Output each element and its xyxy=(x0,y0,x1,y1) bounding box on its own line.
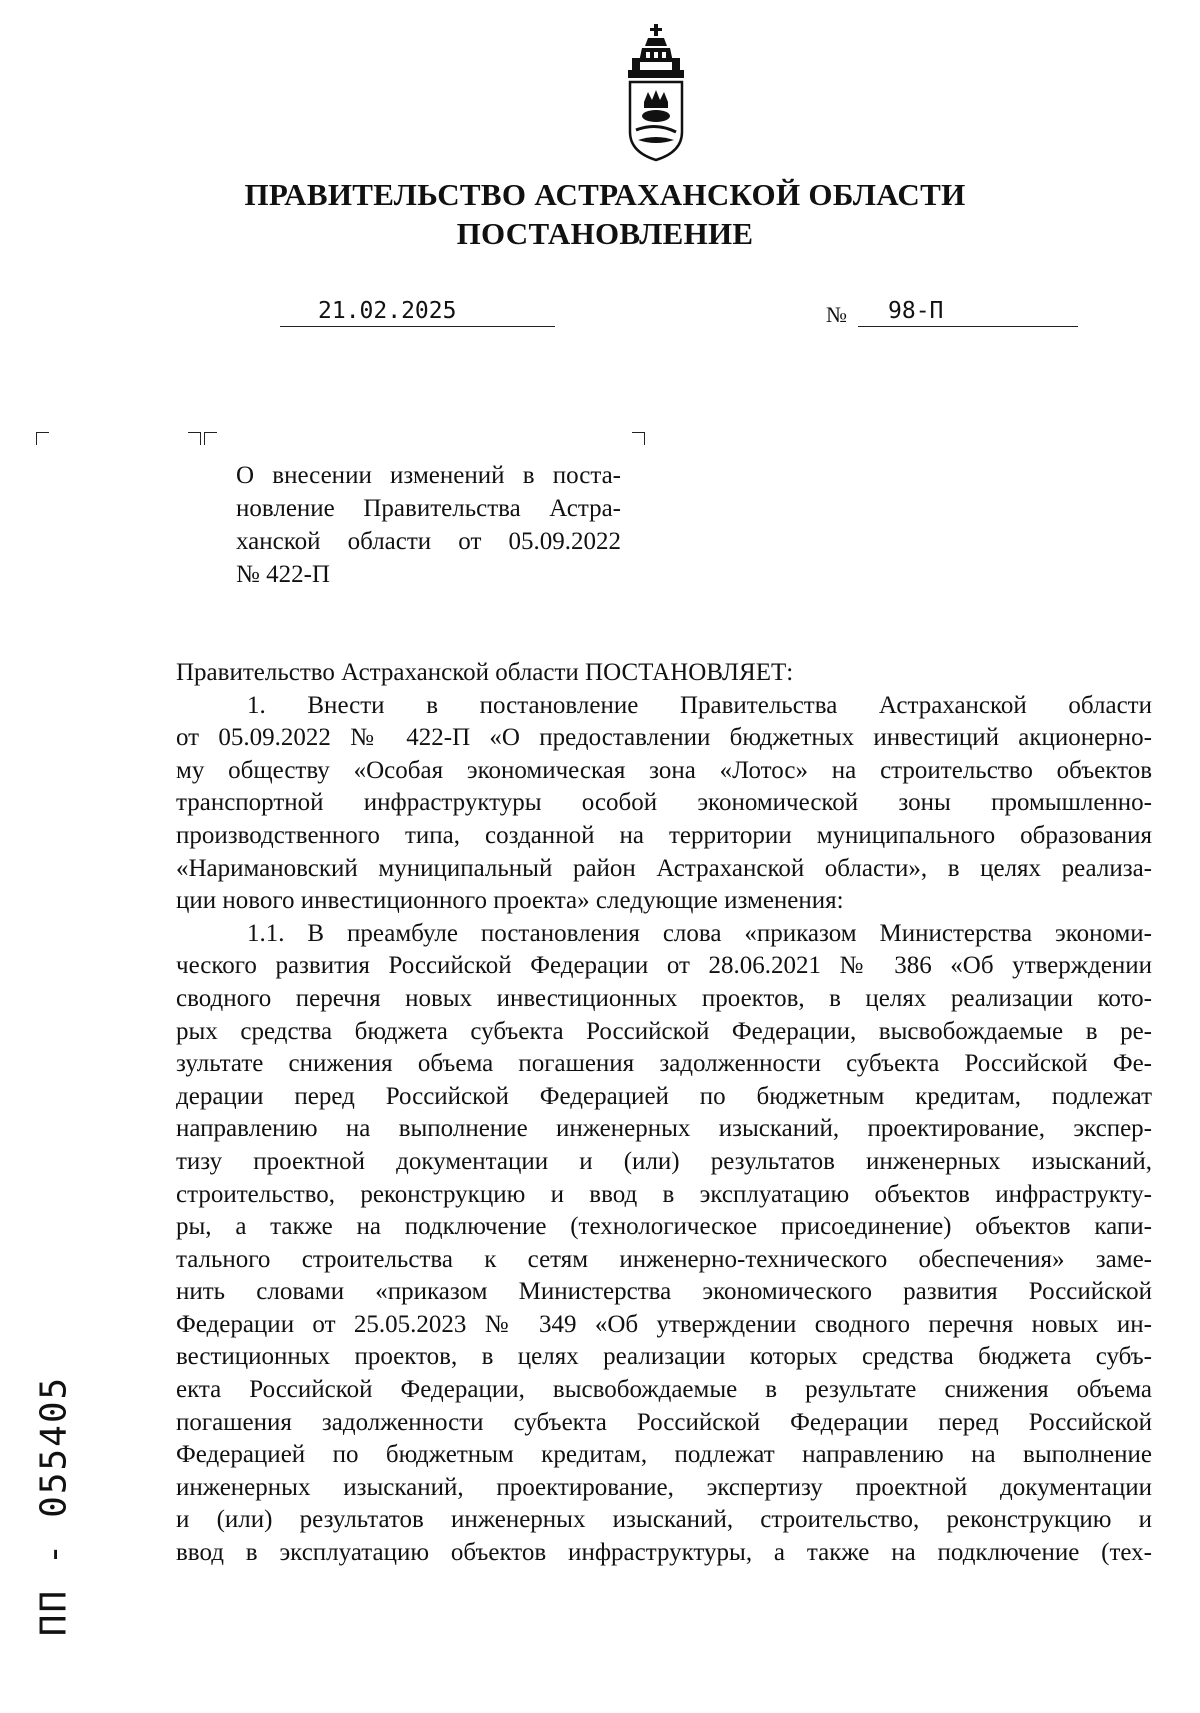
government-title: ПРАВИТЕЛЬСТВО АСТРАХАНСКОЙ ОБЛАСТИ xyxy=(244,177,966,212)
document-number-field xyxy=(858,296,1078,327)
body-line: направлению на выполнение инженерных изысканий, проектирование, экспер- xyxy=(176,1115,1152,1143)
body-line: екта Российской Федерации, высвобождаемые в результате снижения объема xyxy=(176,1376,1152,1404)
body-line: 1.1. В преамбуле постановления слова «приказом Министерства экономи- xyxy=(247,919,1152,947)
form-serial-number xyxy=(34,1376,74,1636)
document-subject xyxy=(236,459,621,591)
body-line: му обществу «Особая экономическая зона «Лотос» на строительство объектов xyxy=(176,756,1152,784)
number-label: № xyxy=(826,302,847,327)
body-line: от 05.09.2022 № 422-П «О предоставлении бюджетных инвестиций акционерно- xyxy=(176,724,1152,752)
body-line: тального строительства к сетям инженерно-технического обеспечения» заме- xyxy=(176,1245,1152,1273)
body-line: ввод в эксплуатацию объектов инфраструктуры, а также на подключение (тех- xyxy=(176,1539,1152,1567)
body-line: «Наримановский муниципальный район Астраханской области», в целях реализа- xyxy=(176,854,1152,882)
body-line: 1. Внести в постановление Правительства Астраханской области xyxy=(247,691,1152,719)
body-line: нить словами «приказом Министерства экономического развития Российской xyxy=(176,1278,1152,1306)
subject-line: О внесении изменений в поста- xyxy=(236,462,621,489)
corner-bracket-left-end xyxy=(188,432,201,445)
form-serial-number-text: ПП - 055405 xyxy=(33,1375,75,1637)
body-line: Федерацией по бюджетным кредитам, подлежат направлению на выполнение xyxy=(176,1441,1152,1469)
body-line: и (или) результатов инженерных изысканий, строительство, реконструкцию и xyxy=(176,1506,1152,1534)
body-line: дерации перед Российской Федерацией по бюджетным кредитам, подлежат xyxy=(176,1082,1152,1110)
body-line: Федерации от 25.05.2023 № 349 «Об утверждении сводного перечня новых ин- xyxy=(176,1310,1152,1338)
body-line: транспортной инфраструктуры особой экономической зоны промышленно- xyxy=(176,789,1152,817)
body-line: инженерных изысканий, проектирование, экспертизу проектной документации xyxy=(176,1473,1152,1501)
body-line: ческого развития Российской Федерации от 28.06.2021 № 386 «Об утверждении xyxy=(176,952,1152,980)
body-line: ры, а также на подключение (технологическое присоединение) объектов капи- xyxy=(176,1213,1152,1241)
document-date-field xyxy=(280,296,555,327)
body-line: ции нового инвестиционного проекта» следующие изменения: xyxy=(176,887,844,915)
corner-bracket-left-start xyxy=(204,432,217,445)
astrakhan-coat-of-arms-icon xyxy=(618,22,694,162)
body-line: сводного перечня новых инвестиционных проектов, в целях реализации кото- xyxy=(176,984,1152,1012)
body-line: зультате снижения объема погашения задолженности субъекта Российской Фе- xyxy=(176,1050,1152,1078)
body-line: производственного типа, созданной на территории муниципального образования xyxy=(176,821,1152,849)
subject-line: ханской области от 05.09.2022 xyxy=(236,528,621,555)
document-number: 98-П xyxy=(888,298,944,324)
body-line: вестиционных проектов, в целях реализации которых средства бюджета субъ- xyxy=(176,1343,1152,1371)
document-body xyxy=(176,657,1152,1570)
body-line: тизу проектной документации и (или) результатов инженерных изысканий, xyxy=(176,1147,1152,1175)
corner-bracket-top-right xyxy=(632,432,645,445)
document-date: 21.02.2025 xyxy=(318,298,457,324)
corner-bracket-top-left xyxy=(36,432,49,445)
body-line: рых средства бюджета субъекта Российской Федерации, высвобождаемые в ре- xyxy=(176,1017,1152,1045)
document-type-title: ПОСТАНОВЛЕНИЕ xyxy=(456,216,754,251)
subject-line: № 422-П xyxy=(236,561,330,588)
subject-line: новление Правительства Астра- xyxy=(236,495,621,522)
body-line: строительство, реконструкцию и ввод в эксплуатацию объектов инфраструкту- xyxy=(176,1180,1152,1208)
body-line: Правительство Астраханской области ПОСТАНОВЛЯЕТ: xyxy=(176,659,794,686)
body-line: погашения задолженности субъекта Российской Федерации перед Российской xyxy=(176,1408,1152,1436)
